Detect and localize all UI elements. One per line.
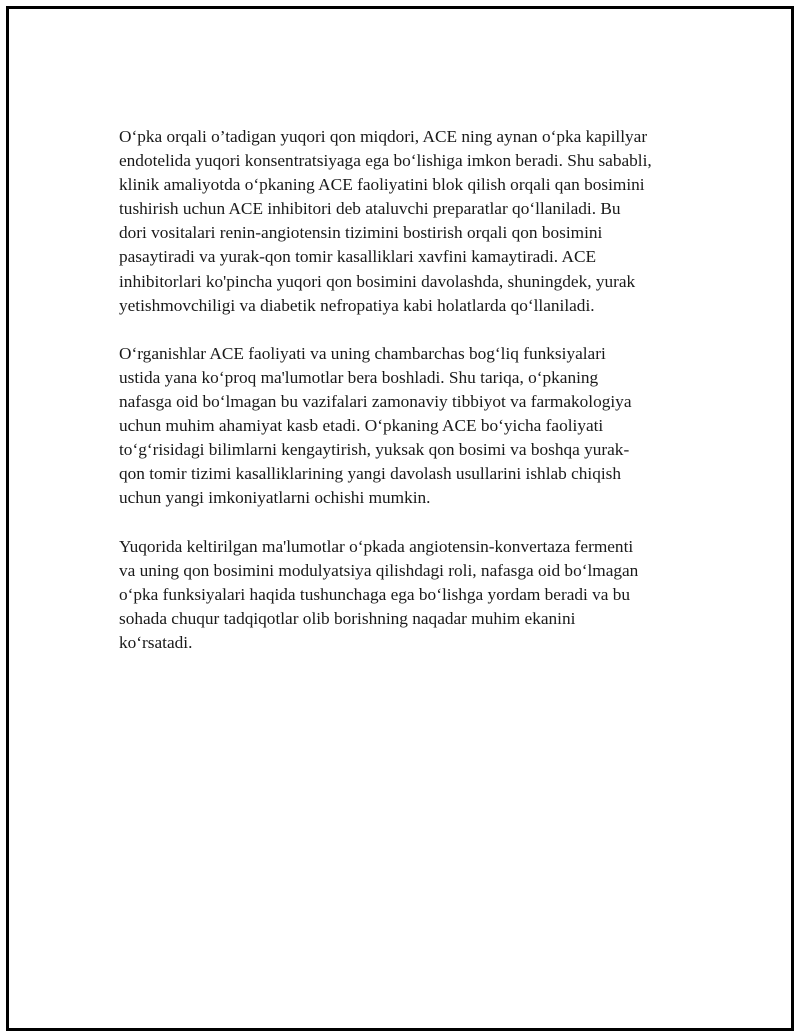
paragraph-ace-research: O‘rganishlar ACE faoliyati va uning chambarchas bog‘liq funksiyalari ustida yana ko‘proq ma'lumotlar bera boshladi. Shu tariqa, o‘pkaning nafasga oid bo‘lmagan bu vazifalari zamonaviy tibbiyot va farmakologiya uchun muhim ahamiyat kasb etadi. O‘pkaning ACE bo‘yicha faoliyati to‘g‘risidagi bilimlarni kengaytirish, yuksak qon bosimi va boshqa yurak- qon tomir tizimi kasalliklarining yangi davolash usullarini ishlab chiqish uchun yangi imkoniyatlarni ochishi mumkin.	[119, 343, 632, 508]
paragraph-conclusion: Yuqorida keltirilgan ma'lumotlar o‘pkada angiotensin-konvertaza fermenti va uning qon bosimini modulyatsiya qilishdagi roli, nafasga oid bo‘lmagan o‘pka funksiyalari haqida tushunchaga ega bo‘lishga yordam beradi va bu sohada chuqur tadqiqotlar olib borishning naqadar muhim ekanini ko‘rsatadi.	[119, 536, 639, 652]
document-body	[119, 125, 705, 679]
paragraph-ace-inhibitors: O‘pka orqali o’tadigan yuqori qon miqdori, ACE ning aynan o‘pka kapillyar endotelida yuqori konsentratsiyaga ega bo‘lishiga imkon beradi. Shu sababli, klinik amaliyotda o‘pkaning ACE faoliyatini blok qilish orqali qan bosimini tushirish uchun ACE inhibitori deb ataluvchi preparatlar qo‘llaniladi. Bu dori vositalari renin-angiotensin tizimini bostirish orqali qon bosimini pasaytiradi va yurak-qon tomir kasalliklari xavfini kamaytiradi. ACE inhibitorlari ko'pincha yuqori qon bosimini davolashda, shuningdek, yurak yetishmovchiligi va diabetik nefropatiya kabi holatlarda qo‘llaniladi.	[119, 127, 652, 315]
page-frame	[6, 6, 794, 1031]
